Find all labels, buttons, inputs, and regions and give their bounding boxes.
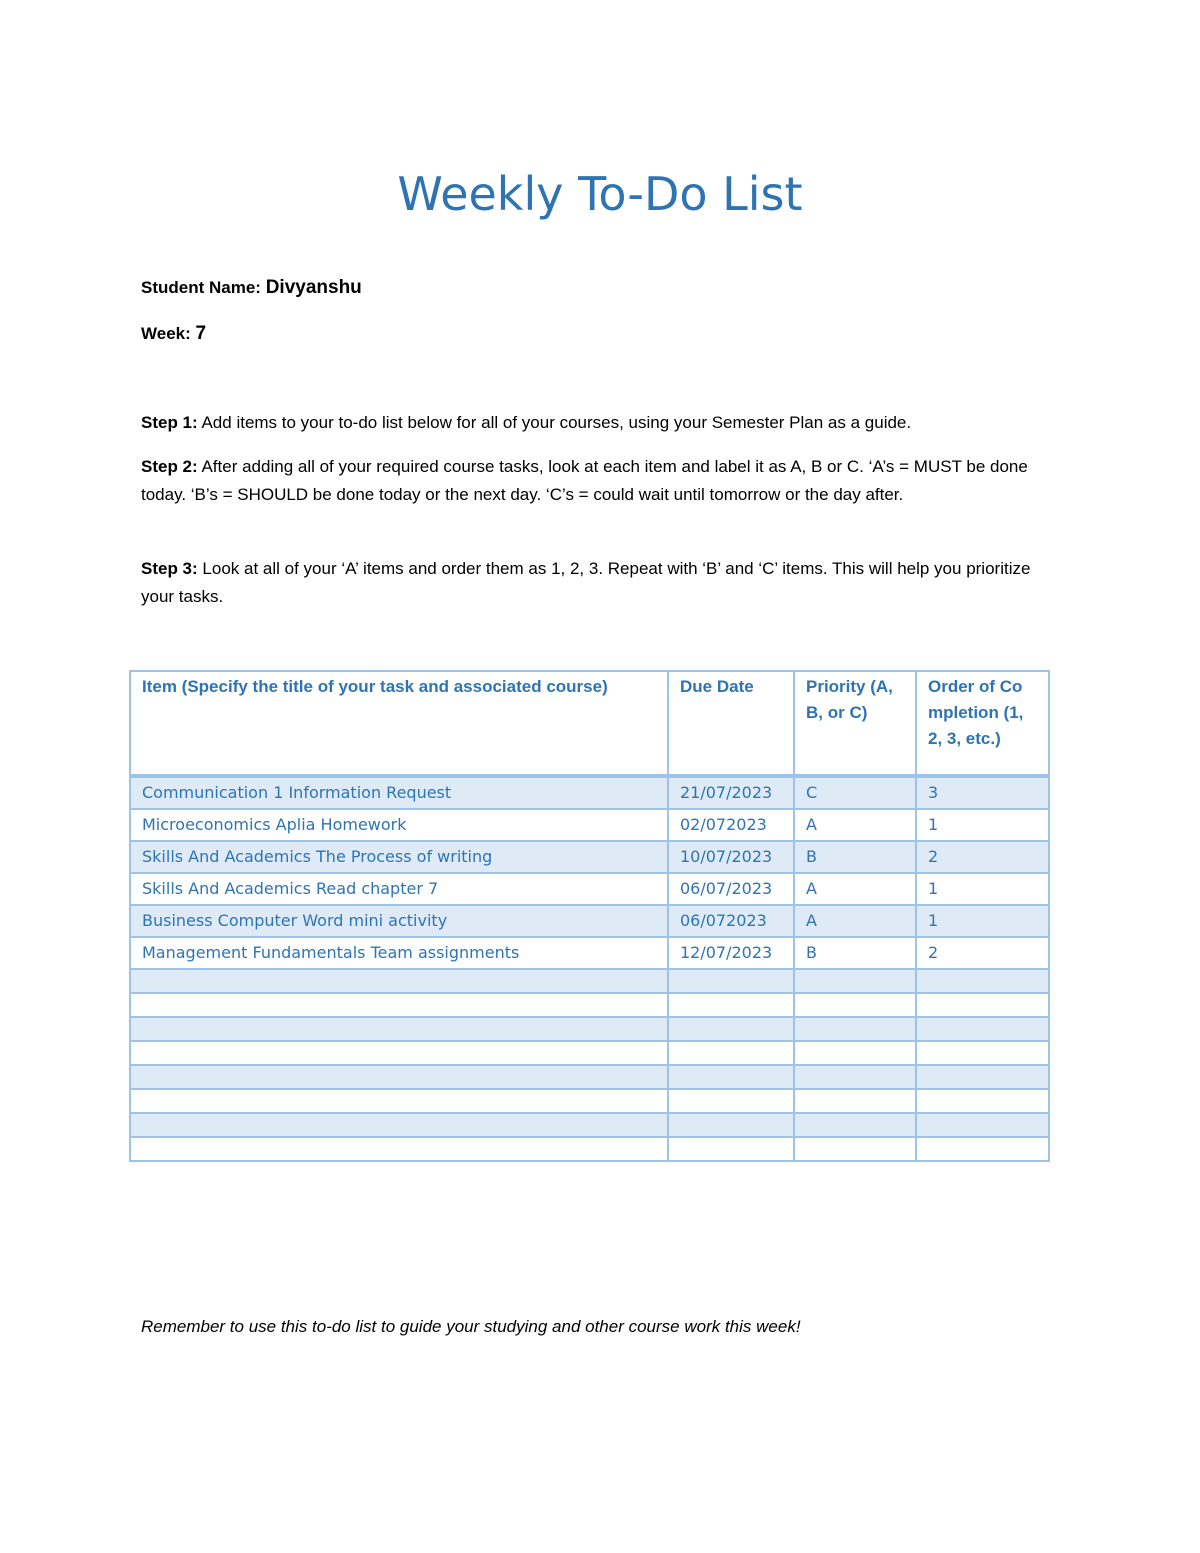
cell-priority-empty[interactable] <box>794 1065 916 1089</box>
cell-due-date[interactable]: 06/072023 <box>668 905 794 937</box>
cell-item[interactable]: Business Computer Word mini activity <box>130 905 668 937</box>
cell-item-empty[interactable] <box>130 969 668 993</box>
step-2 <box>141 453 1061 509</box>
table-row <box>130 873 1049 905</box>
step-3-text: Look at all of your ‘A’ items and order them as 1, 2, 3. Repeat with ‘B’ and ‘C’ items. This will help you prioritize your tasks. <box>141 559 1031 606</box>
cell-due-date-empty[interactable] <box>668 1065 794 1089</box>
cell-due-date-empty[interactable] <box>668 1017 794 1041</box>
cell-due-date[interactable]: 02/072023 <box>668 809 794 841</box>
cell-priority-empty[interactable] <box>794 1017 916 1041</box>
cell-order[interactable]: 2 <box>916 937 1049 969</box>
cell-item-empty[interactable] <box>130 1113 668 1137</box>
cell-order-empty[interactable] <box>916 1065 1049 1089</box>
cell-priority[interactable]: A <box>794 905 916 937</box>
table-row-empty <box>130 1137 1049 1161</box>
cell-item-empty[interactable] <box>130 1089 668 1113</box>
cell-order-empty[interactable] <box>916 1113 1049 1137</box>
cell-order-empty[interactable] <box>916 993 1049 1017</box>
cell-order[interactable]: 1 <box>916 873 1049 905</box>
cell-item-empty[interactable] <box>130 1137 668 1161</box>
cell-order-empty[interactable] <box>916 969 1049 993</box>
cell-order[interactable]: 1 <box>916 905 1049 937</box>
table-row-empty <box>130 993 1049 1017</box>
cell-priority-empty[interactable] <box>794 969 916 993</box>
student-name-value: Divyanshu <box>265 277 362 298</box>
table-row <box>130 937 1049 969</box>
cell-priority[interactable]: C <box>794 776 916 809</box>
cell-order[interactable]: 2 <box>916 841 1049 873</box>
todo-table <box>129 670 1050 1162</box>
week-value: 7 <box>195 323 207 344</box>
cell-due-date-empty[interactable] <box>668 993 794 1017</box>
cell-order-empty[interactable] <box>916 1017 1049 1041</box>
cell-priority[interactable]: B <box>794 937 916 969</box>
cell-priority-empty[interactable] <box>794 993 916 1017</box>
table-row-empty <box>130 1065 1049 1089</box>
step-1-text: Add items to your to-do list below for all of your courses, using your Semester Plan as a guide. <box>197 413 912 432</box>
step-1-label: Step 1: <box>141 413 198 432</box>
cell-order[interactable]: 1 <box>916 809 1049 841</box>
step-3 <box>141 555 1061 611</box>
cell-due-date[interactable]: 21/07/2023 <box>668 776 794 809</box>
cell-item-empty[interactable] <box>130 993 668 1017</box>
week-field <box>141 322 206 346</box>
cell-priority[interactable]: A <box>794 873 916 905</box>
cell-item-empty[interactable] <box>130 1065 668 1089</box>
cell-priority-empty[interactable] <box>794 1113 916 1137</box>
step-1 <box>141 409 1061 437</box>
footer-reminder: Remember to use this to-do list to guide your studying and other course work this week! <box>141 1317 801 1336</box>
header-due-date: Due Date <box>668 671 794 776</box>
header-item: Item (Specify the title of your task and associated course) <box>130 671 668 776</box>
week-label: Week: <box>141 324 191 343</box>
student-name-label: Student Name: <box>141 278 261 297</box>
student-name-field <box>141 276 362 300</box>
table-row <box>130 905 1049 937</box>
table-row <box>130 841 1049 873</box>
cell-due-date[interactable]: 06/07/2023 <box>668 873 794 905</box>
cell-order-empty[interactable] <box>916 1089 1049 1113</box>
table-row-empty <box>130 1089 1049 1113</box>
cell-item[interactable]: Microeconomics Aplia Homework <box>130 809 668 841</box>
cell-item[interactable]: Management Fundamentals Team assignments <box>130 937 668 969</box>
page-title: Weekly To-Do List <box>397 167 803 221</box>
table-row-empty <box>130 1113 1049 1137</box>
step-2-text: After adding all of your required course tasks, look at each item and label it as A, B or C. ‘A’s = MUST be done today. ‘B’s = SHOULD be done today or the next day. ‘C’s = could wait until tomorrow or the day after. <box>141 457 1028 504</box>
cell-priority-empty[interactable] <box>794 1089 916 1113</box>
header-priority: Priority (A, B, or C) <box>794 671 916 776</box>
cell-due-date-empty[interactable] <box>668 1041 794 1065</box>
table-header-row <box>130 671 1049 776</box>
cell-order[interactable]: 3 <box>916 776 1049 809</box>
cell-order-empty[interactable] <box>916 1041 1049 1065</box>
cell-item[interactable]: Skills And Academics Read chapter 7 <box>130 873 668 905</box>
cell-priority-empty[interactable] <box>794 1137 916 1161</box>
cell-due-date[interactable]: 12/07/2023 <box>668 937 794 969</box>
step-2-label: Step 2: <box>141 457 198 476</box>
table-row <box>130 776 1049 809</box>
header-order: Order of Completion (1, 2, 3, etc.) <box>916 671 1049 776</box>
cell-item-empty[interactable] <box>130 1017 668 1041</box>
cell-due-date-empty[interactable] <box>668 1113 794 1137</box>
cell-order-empty[interactable] <box>916 1137 1049 1161</box>
cell-item[interactable]: Skills And Academics The Process of writing <box>130 841 668 873</box>
cell-item-empty[interactable] <box>130 1041 668 1065</box>
table-row <box>130 809 1049 841</box>
cell-item[interactable]: Communication 1 Information Request <box>130 776 668 809</box>
step-3-label: Step 3: <box>141 559 198 578</box>
table-row-empty <box>130 1017 1049 1041</box>
cell-priority[interactable]: A <box>794 809 916 841</box>
cell-due-date[interactable]: 10/07/2023 <box>668 841 794 873</box>
cell-priority-empty[interactable] <box>794 1041 916 1065</box>
cell-due-date-empty[interactable] <box>668 1137 794 1161</box>
cell-priority[interactable]: B <box>794 841 916 873</box>
cell-due-date-empty[interactable] <box>668 1089 794 1113</box>
table-row-empty <box>130 1041 1049 1065</box>
table-row-empty <box>130 969 1049 993</box>
cell-due-date-empty[interactable] <box>668 969 794 993</box>
